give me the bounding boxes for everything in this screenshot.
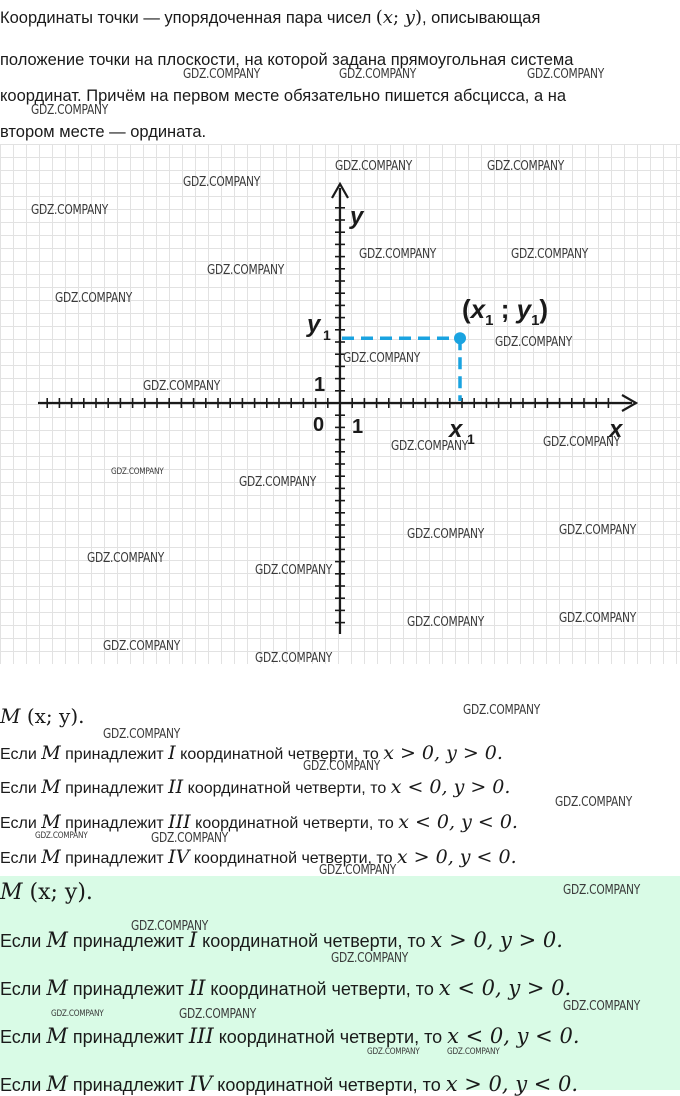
watermark-text-small: GDZ.COMPANY <box>111 467 164 477</box>
watermark-text: GDZ.COMPANY <box>31 203 109 218</box>
watermark-text: GDZ.COMPANY <box>335 159 413 174</box>
watermark-text: GDZ.COMPANY <box>55 291 133 306</box>
origin-label: 0 <box>313 414 325 436</box>
watermark-text: GDZ.COMPANY <box>543 435 621 450</box>
white-rules-title: M (x; y). <box>0 704 85 728</box>
watermark-text: GDZ.COMPANY <box>559 523 637 538</box>
watermark-text: GDZ.COMPANY <box>555 795 633 810</box>
unit-y-label: 1 <box>314 374 326 396</box>
rules_white-item-1: Если M принадлежит I координатной четверти, то x > 0, y > 0. <box>0 742 503 764</box>
watermark-text: GDZ.COMPANY <box>527 67 605 82</box>
watermark-text: GDZ.COMPANY <box>563 883 641 898</box>
watermark-text: GDZ.COMPANY <box>239 475 317 490</box>
watermark-text: GDZ.COMPANY <box>255 563 333 578</box>
x-axis-label: x <box>609 416 623 443</box>
rules_white-item-3: Если M принадлежит III координатной четверти, то x < 0, y < 0. <box>0 811 518 833</box>
watermark-text: GDZ.COMPANY <box>407 527 485 542</box>
green-rules-panel <box>0 876 680 1096</box>
watermark-text: GDZ.COMPANY <box>343 351 421 366</box>
watermark-text: GDZ.COMPANY <box>303 759 381 774</box>
intro-line-4: втором месте — ордината. <box>0 123 207 141</box>
point-y-label: y <box>307 311 321 338</box>
watermark-text-small: GDZ.COMPANY <box>447 1047 500 1057</box>
watermark-text: GDZ.COMPANY <box>183 175 261 190</box>
rules_green-item-1: Если M принадлежит I координатной четверти, то x > 0, y > 0. <box>0 928 563 952</box>
watermark-text: GDZ.COMPANY <box>255 651 333 666</box>
watermark-text: GDZ.COMPANY <box>339 67 417 82</box>
intro-line-3: координат. Причём на первом месте обязательно пишется абсцисса, а на <box>0 87 567 105</box>
intro-line-1: Координаты точки — упорядоченная пара чисел (x; y), описывающая <box>0 7 541 28</box>
rules_white-item-4: Если M принадлежит IV координатной четверти, то x > 0, y < 0. <box>0 846 517 868</box>
watermark-text: GDZ.COMPANY <box>87 551 165 566</box>
point-coordinate-label <box>462 294 548 329</box>
watermark-text: GDZ.COMPANY <box>131 919 209 934</box>
watermark-text-small: GDZ.COMPANY <box>51 1009 104 1019</box>
point-y-subscript: 1 <box>323 327 331 343</box>
rules_green-item-3: Если M принадлежит III координатной четверти, то x < 0, y < 0. <box>0 1024 580 1048</box>
point-label-part: 1 <box>485 312 494 329</box>
watermark-text: GDZ.COMPANY <box>183 67 261 82</box>
point-label-part: 1 <box>531 312 540 329</box>
green-rules-title: M (x; y). <box>0 880 93 905</box>
y-axis-label: y <box>350 203 364 230</box>
point-label-part: ; <box>493 294 517 324</box>
watermark-text: GDZ.COMPANY <box>319 863 397 878</box>
watermark-text: GDZ.COMPANY <box>495 335 573 350</box>
rules_green-item-4: Если M принадлежит IV координатной четверти, то x > 0, y < 0. <box>0 1072 579 1096</box>
watermark-text: GDZ.COMPANY <box>143 379 221 394</box>
point-label-part: y <box>516 294 532 324</box>
point-x-subscript: 1 <box>467 431 475 447</box>
point-x-label: x <box>449 416 463 443</box>
watermark-text-small: GDZ.COMPANY <box>367 1047 420 1057</box>
watermark-text: GDZ.COMPANY <box>391 439 469 454</box>
watermark-text: GDZ.COMPANY <box>207 263 285 278</box>
watermark-text: GDZ.COMPANY <box>487 159 565 174</box>
watermark-text: GDZ.COMPANY <box>331 951 409 966</box>
watermark-text: GDZ.COMPANY <box>559 611 637 626</box>
rules_green-item-2: Если M принадлежит II координатной четверти, то x < 0, y > 0. <box>0 976 572 1000</box>
watermark-text: GDZ.COMPANY <box>463 703 541 718</box>
watermark-text: GDZ.COMPANY <box>151 831 229 846</box>
point-marker <box>454 332 466 344</box>
coordinate-plane-svg <box>0 144 680 664</box>
watermark-text: GDZ.COMPANY <box>103 727 181 742</box>
point-label-part: ( <box>462 294 471 324</box>
unit-x-label: 1 <box>352 416 364 438</box>
watermark-text: GDZ.COMPANY <box>179 1007 257 1022</box>
intro-line-2: положение точки на плоскости, на которой задана прямоугольная система <box>0 51 574 69</box>
watermark-text: GDZ.COMPANY <box>407 615 485 630</box>
watermark-text: GDZ.COMPANY <box>563 999 641 1014</box>
point-label-part: ) <box>539 294 549 324</box>
point-label-part: x <box>470 294 486 324</box>
rules_white-item-2: Если M принадлежит II координатной четверти, то x < 0, y > 0. <box>0 776 511 798</box>
watermark-text: GDZ.COMPANY <box>103 639 181 654</box>
coordinate-plane-figure <box>0 144 680 664</box>
watermark-text: GDZ.COMPANY <box>31 103 109 118</box>
watermark-text-small: GDZ.COMPANY <box>35 831 88 841</box>
coordinate-pair-math: (x; y) <box>375 7 422 28</box>
watermark-text: GDZ.COMPANY <box>359 247 437 262</box>
watermark-text: GDZ.COMPANY <box>511 247 589 262</box>
